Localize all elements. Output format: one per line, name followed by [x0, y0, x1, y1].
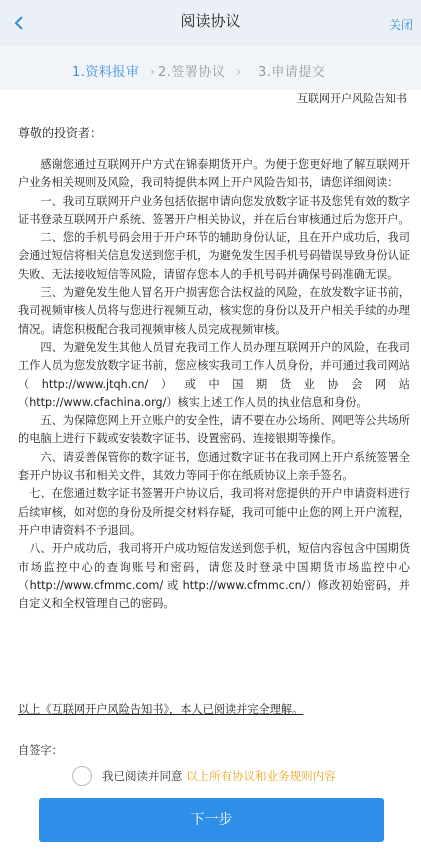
agreement-link[interactable]: 以上所有协议和业务规则内容	[186, 769, 336, 783]
paragraph: 感谢您通过互联网开户方式在锦泰期货开户。为便于您更好地了解互联网开户业务相关规则及风险，我司特提供本网上开户风险告知书，请您详细阅读：	[18, 158, 410, 190]
paragraph: 四、为避免发生其他人员冒充我司工作人员办理互联网开户的风险，在我司工作人员为您发放数字证书前，您应核实我司工作人员身份，并可通过我司网站（http://www.jtqh.cn/）或中国期货业协会网站（http://www.cfachina.org/）核实上述工作人员的执业信息和身份。	[18, 340, 410, 409]
paragraph: 五、为保障您网上开立账户的安全性，请不要在办公场所、网吧等公共场所的电脑上进行下载或安装数字证书、设置密码、连接银期等操作。	[18, 414, 410, 446]
next-button[interactable]: 下一步	[39, 798, 384, 842]
step-1-label: 1.资料报审	[72, 65, 140, 80]
document-body	[18, 156, 410, 613]
step-arrow-icon: ›	[236, 65, 242, 80]
paragraph: 七、在您通过数字证书签署开户协议后，我司将对您提供的开户申请资料进行后续审核，如对您的身份及所提交材料存疑，我司可能中止您的网上开户流程，开户申请资料不予退回。	[18, 487, 410, 537]
confirm-text: 以上《互联网开户风险告知书》，本人已阅读并完全理解。	[18, 703, 304, 716]
confirm-statement	[18, 701, 303, 717]
agree-row[interactable]	[0, 760, 421, 790]
step-3-label: 3.申请提交	[258, 65, 326, 80]
paragraph: 一、我司互联网开户业务包括依据申请向您发放数字证书及您凭有效的数字证书登录互联网开户系统、签署开户相关协议，并在后台审核通过后为您开户。	[18, 194, 410, 226]
paragraph: 六、请妥善保管你的数字证书，您通过数字证书在我司网上开户系统签署全套开户协议书和相关文件，其效力等同于你在纸质协议上亲手签名。	[18, 450, 410, 483]
agree-text	[102, 768, 336, 784]
paragraph: 八、开户成功后，我司将开户成功短信发送到您手机，短信内容包含中国期货市场监控中心的查询账号和密码，请您及时登录中国期货市场监控中心（http://www.cfmmc.com/ 或 http://www.cfmmc.cn/）修改初始密码，并自定义和全权管理自己的密码。	[18, 542, 410, 611]
greeting: 尊敬的投资者：	[18, 126, 103, 140]
page-title: 阅读协议	[180, 12, 241, 30]
paragraph: 二、您的手机号码会用于开户环节的辅助身份认证，且在开户成功后，我司会通过短信将相关信息发送到您手机，为避免发生因手机号码错误导致身份认证失败、无法接收短信等风险，请留存您本人的手机号码并确保号码准确无误。	[18, 231, 410, 281]
paragraph: 三、为避免发生他人冒名开户损害您合法权益的风险，在放发数字证书前，我司视频审核人员将与您进行视频互动，核实您的身份以及开户相关手续的办理情况。请您积极配合我司视频审核人员完成视频审核。	[18, 286, 410, 336]
step-3	[258, 61, 325, 80]
step-1	[72, 61, 156, 80]
close-button[interactable]: 关闭	[388, 18, 413, 32]
top-nav-bar	[0, 0, 421, 46]
signature-label: 自签字：	[18, 744, 63, 757]
step-indicator	[0, 46, 421, 90]
step-arrow-icon: ›	[150, 65, 156, 80]
agree-radio[interactable]	[72, 766, 92, 786]
step-2	[158, 61, 242, 80]
agree-prefix: 我已阅读并同意	[102, 769, 183, 783]
step-2-label: 2.签署协议	[158, 65, 226, 80]
agreement-content[interactable]	[0, 90, 421, 757]
document-title: 互联网开户风险告知书	[297, 92, 407, 105]
